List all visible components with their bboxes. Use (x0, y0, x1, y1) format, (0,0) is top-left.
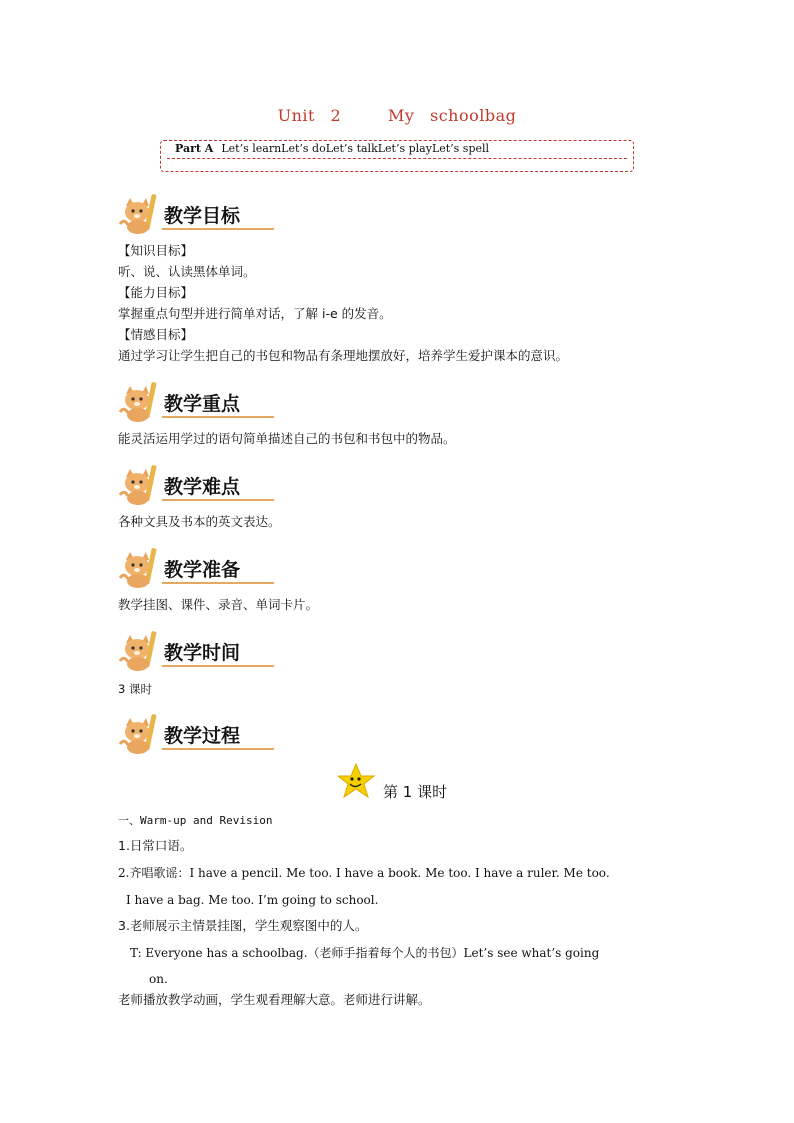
ability-label: 【能力目标】 (118, 285, 194, 300)
cat-pencil-icon (118, 192, 162, 236)
heading-underline (162, 228, 274, 230)
heading-text: 教学时间 (164, 642, 241, 664)
heading-underline (162, 748, 274, 750)
heading-underline (162, 582, 274, 584)
process-item-1: 1.日常口语。 (118, 838, 193, 853)
heading-text: 教学目标 (164, 205, 241, 227)
process-item-2-line1: 2.齐唱歌谣：I have a pencil. Me too. I have a book. Me too. I have a ruler. Me too. (118, 866, 610, 880)
key-points-text: 能灵活运用学过的语句简单描述自己的书包和书包中的物品。 (118, 431, 456, 446)
cat-pencil-icon (118, 380, 162, 424)
document-title: Unit 2 My schoolbag (277, 106, 517, 125)
process-item-3: 3.老师展示主情景挂图，学生观察图中的人。 (118, 918, 368, 933)
heading-text: 教学过程 (164, 725, 241, 747)
part-a-box (160, 140, 634, 172)
heading-text: 教学重点 (164, 393, 241, 415)
smiling-star-icon (338, 762, 378, 802)
process-final: 老师播放教学动画，学生观看理解大意。老师进行讲解。 (118, 992, 431, 1007)
teacher-line-2: on. (149, 972, 168, 986)
box-divider (167, 158, 627, 159)
teacher-line-1: T: Everyone has a schoolbag.（老师手指着每个人的书包）Let’s see what’s going (130, 946, 600, 960)
cat-pencil-icon (118, 629, 162, 673)
ability-text: 掌握重点句型并进行简单对话，了解 i-e 的发音。 (118, 306, 392, 321)
part-sections: Let’s learnLet’s doLet’s talkLet’s playLet’s spell (221, 142, 490, 155)
knowledge-label: 【知识目标】 (118, 243, 194, 258)
heading-underline (162, 665, 274, 667)
step1-title: 一、Warm-up and Revision (118, 814, 273, 827)
difficulties-text: 各种文具及书本的英文表达。 (118, 514, 281, 529)
lesson-title: 第 1 课时 (383, 783, 448, 801)
time-text: 3 课时 (118, 682, 152, 696)
heading-underline (162, 499, 274, 501)
heading-text: 教学难点 (164, 476, 241, 498)
emotion-text: 通过学习让学生把自己的书包和物品有条理地摆放好，培养学生爱护课本的意识。 (118, 348, 569, 363)
part-label: Part A (175, 142, 214, 155)
cat-pencil-icon (118, 712, 162, 756)
knowledge-text: 听、说、认读黑体单词。 (118, 264, 256, 279)
cat-pencil-icon (118, 546, 162, 590)
heading-underline (162, 416, 274, 418)
cat-pencil-icon (118, 463, 162, 507)
process-item-2-line2: I have a bag. Me too. I’m going to school. (126, 893, 379, 907)
part-a-text (175, 142, 489, 155)
emotion-label: 【情感目标】 (118, 327, 194, 342)
preparation-text: 教学挂图、课件、录音、单词卡片。 (118, 597, 319, 612)
heading-text: 教学准备 (164, 559, 241, 581)
